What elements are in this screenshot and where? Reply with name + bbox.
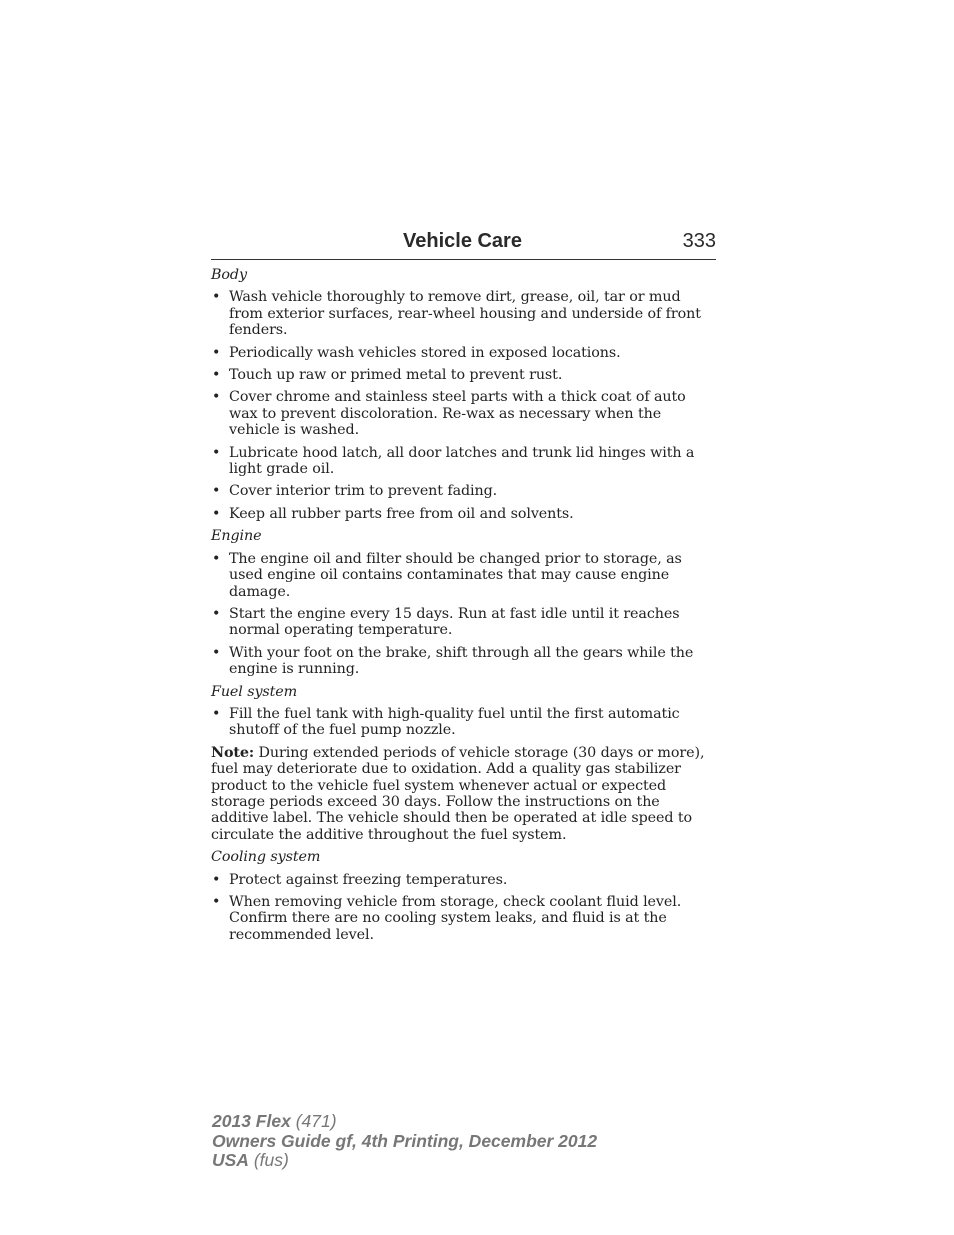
fuel-list — [211, 706, 716, 739]
footer-guide-line — [212, 1132, 597, 1152]
bullet-icon: • — [212, 483, 221, 500]
bullet-icon: • — [212, 705, 221, 722]
list-item-text: The engine oil and filter should be changed prior to storage, as used engine oil contains contaminates that may cause engine damage. — [229, 550, 682, 600]
bullet-icon: • — [212, 871, 221, 888]
list-item-text: Keep all rubber parts free from oil and solvents. — [229, 505, 574, 522]
fuel-note — [211, 745, 716, 843]
list-item-text: Periodically wash vehicles stored in exposed locations. — [229, 344, 621, 361]
bullet-icon: • — [212, 550, 221, 567]
list-item-text: Cover chrome and stainless steel parts with a thick coat of auto wax to prevent discoloration. Re-wax as necessary when the vehicle is washed. — [229, 389, 686, 439]
list-item — [211, 551, 716, 600]
list-item — [211, 389, 716, 438]
footer-model-code: (471) — [295, 1111, 337, 1131]
page-header — [211, 228, 716, 260]
list-item-text: With your foot on the brake, shift through all the gears while the engine is running. — [229, 644, 694, 678]
cooling-list — [211, 872, 716, 944]
list-item — [211, 483, 716, 499]
bullet-icon: • — [212, 605, 221, 622]
section-title-cooling: Cooling system — [211, 849, 321, 866]
list-item-text: When removing vehicle from storage, check coolant fluid level. Confirm there are no cooling system leaks, and fluid is at the recommended level. — [229, 894, 682, 943]
list-item — [211, 289, 716, 338]
list-item — [211, 872, 716, 888]
list-item — [211, 645, 716, 678]
bullet-icon: • — [212, 644, 221, 661]
bullet-icon: • — [212, 505, 221, 522]
list-item-text: Wash vehicle thoroughly to remove dirt, grease, oil, tar or mud from exterior surfaces, rear-wheel housing and underside of front fenders. — [229, 289, 701, 339]
list-item — [211, 894, 716, 943]
footer-market-code: (fus) — [253, 1150, 289, 1170]
list-item — [211, 445, 716, 478]
note-text: During extended periods of vehicle storage (30 days or more), fuel may deteriorate due to oxidation. Add a quality gas stabilizer product to the vehicle fuel system whenever actual or expected storage periods exceed 30 days. Follow the instructions on the additive label. The vehicle should then be operated at idle speed to circulate the additive throughout the fuel system. — [211, 744, 705, 843]
engine-list — [211, 551, 716, 678]
bullet-icon: • — [212, 389, 221, 406]
bullet-icon: • — [212, 894, 221, 910]
bullet-icon: • — [212, 444, 221, 461]
footer-model-line — [212, 1112, 597, 1132]
section-title-engine: Engine — [211, 528, 262, 545]
list-item-text: Fill the fuel tank with high-quality fuel until the first automatic shutoff of the fuel pump nozzle. — [229, 705, 680, 739]
section-title-fuel: Fuel system — [211, 683, 298, 700]
section-title-body: Body — [211, 267, 247, 283]
list-item-text: Start the engine every 15 days. Run at fast idle until it reaches normal operating temperature. — [229, 605, 680, 639]
page-number: 333 — [682, 230, 716, 252]
list-item — [211, 706, 716, 739]
list-item — [211, 345, 716, 361]
note-label: Note: — [211, 744, 255, 761]
bullet-icon: • — [212, 344, 221, 361]
body-list — [211, 289, 716, 522]
bullet-icon: • — [212, 289, 221, 306]
list-item — [211, 606, 716, 639]
list-item-text: Lubricate hood latch, all door latches and trunk lid hinges with a light grade oil. — [229, 444, 695, 478]
list-item-text: Cover interior trim to prevent fading. — [229, 483, 498, 500]
list-item-text: Protect against freezing temperatures. — [229, 871, 508, 888]
page-title: Vehicle Care — [403, 230, 522, 252]
footer-market: USA — [212, 1150, 249, 1170]
bullet-icon: • — [212, 367, 221, 384]
footer-market-line — [212, 1151, 597, 1171]
footer-model: 2013 Flex — [212, 1111, 291, 1131]
list-item — [211, 367, 716, 383]
list-item-text: Touch up raw or primed metal to prevent rust. — [229, 367, 563, 384]
page-footer — [212, 1112, 597, 1171]
page-content — [211, 267, 716, 949]
list-item — [211, 506, 716, 522]
footer-guide: Owners Guide gf, 4th Printing, December 2012 — [212, 1130, 598, 1151]
